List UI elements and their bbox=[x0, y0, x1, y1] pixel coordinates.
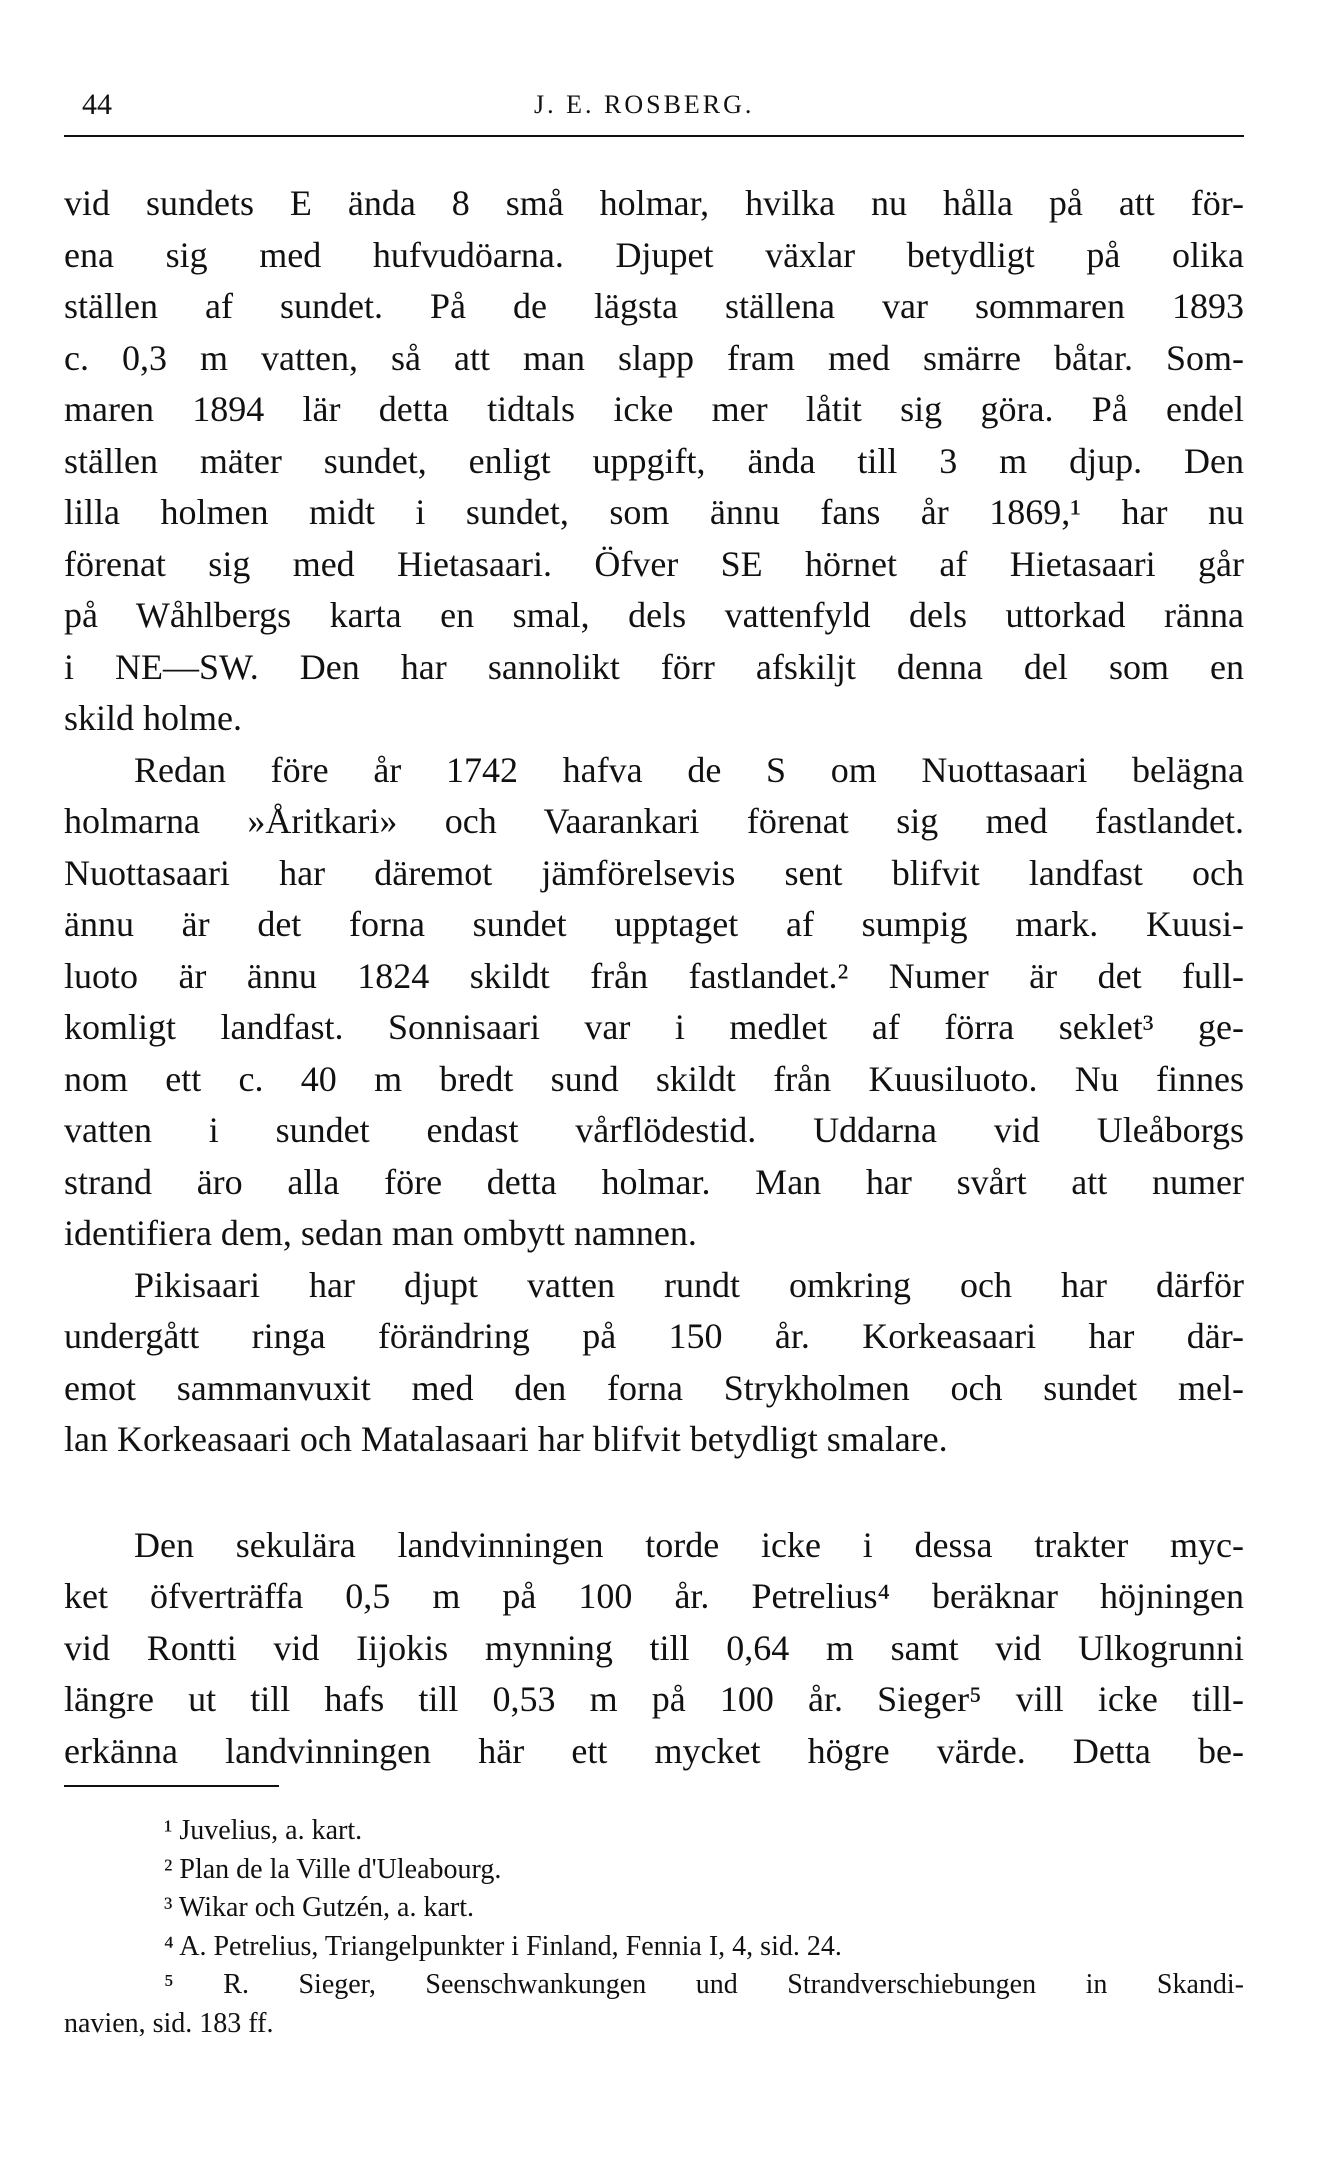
footnote: ⁴ A. Petrelius, Triangelpunkter i Finland, Fennia I, 4, sid. 24. bbox=[164, 1930, 842, 1962]
footnote: ¹ Juvelius, a. kart. bbox=[164, 1815, 363, 1846]
text-line: vid Rontti vid Iijokis mynning till 0,64 m samt vid Ulkogrunni bbox=[64, 1627, 1244, 1668]
text-line: skild holme. bbox=[64, 698, 242, 738]
text-line: holmarna »Åritkari» och Vaarankari förenat sig med fastlandet. bbox=[64, 801, 1244, 841]
text-line: ena sig med hufvudöarna. Djupet växlar betydligt på olika bbox=[64, 234, 1244, 275]
text-line: luoto är ännu 1824 skildt från fastlandet.² Numer är det full- bbox=[64, 955, 1244, 996]
footnote: ⁵ R. Sieger, Seenschwankungen und Strandverschiebungen in Skandi- bbox=[164, 1969, 1244, 2000]
text-line: maren 1894 lär detta tidtals icke mer låtit sig göra. På endel bbox=[64, 389, 1244, 429]
page-header bbox=[64, 80, 1244, 120]
body-text bbox=[64, 178, 1244, 1777]
text-line: Pikisaari har djupt vatten rundt omkring och har därför bbox=[134, 1264, 1244, 1305]
text-line: ket öfverträffa 0,5 m på 100 år. Petrelius⁴ beräknar höjningen bbox=[64, 1576, 1244, 1616]
text-line: identifiera dem, sedan man ombytt namnen. bbox=[64, 1213, 697, 1253]
text-line: Nuottasaari har däremot jämförelsevis sent blifvit landfast och bbox=[64, 852, 1244, 893]
text-line: längre ut till hafs till 0,53 m på 100 år. Sieger⁵ vill icke till- bbox=[64, 1679, 1244, 1719]
text-line: ännu är det forna sundet upptaget af sumpig mark. Kuusi- bbox=[64, 904, 1244, 944]
text-line: emot sammanvuxit med den forna Strykholmen och sundet mel- bbox=[64, 1367, 1244, 1408]
text-line: erkänna landvinningen här ett mycket högre värde. Detta be- bbox=[64, 1730, 1244, 1771]
paragraph-gap bbox=[64, 1466, 1244, 1520]
text-line: ställen mäter sundet, enligt uppgift, ända till 3 m djup. Den bbox=[64, 440, 1244, 481]
text-line: i NE—SW. Den har sannolikt förr afskiljt denna del som en bbox=[64, 646, 1244, 687]
text-line: lilla holmen midt i sundet, som ännu fans år 1869,¹ har nu bbox=[64, 492, 1244, 532]
footnote: ² Plan de la Ville d'Uleabourg. bbox=[164, 1853, 502, 1885]
text-line: nom ett c. 40 m bredt sund skildt från Kuusiluoto. Nu finnes bbox=[64, 1058, 1244, 1099]
footnote: ³ Wikar och Gutzén, a. kart. bbox=[164, 1892, 474, 1923]
text-line: strand äro alla före detta holmar. Man har svårt att numer bbox=[64, 1161, 1244, 1202]
text-line: förenat sig med Hietasaari. Öfver SE hörnet af Hietasaari går bbox=[64, 543, 1244, 584]
footnotes bbox=[64, 1812, 1244, 2043]
text-line: ställen af sundet. På de lägsta ställena var sommaren 1893 bbox=[64, 286, 1244, 326]
footnote: navien, sid. 183 ff. bbox=[64, 2007, 274, 2039]
text-line: undergått ringa förändring på 150 år. Korkeasaari har där- bbox=[64, 1316, 1244, 1356]
text-line: vatten i sundet endast vårflödestid. Uddarna vid Uleåborgs bbox=[64, 1110, 1244, 1150]
footnote-rule bbox=[64, 1785, 279, 1787]
text-line: c. 0,3 m vatten, så att man slapp fram med smärre båtar. Som- bbox=[64, 337, 1244, 378]
header-rule bbox=[64, 135, 1244, 137]
running-title: J. E. ROSBERG. bbox=[534, 90, 755, 119]
text-line: komligt landfast. Sonnisaari var i medlet af förra seklet³ ge- bbox=[64, 1007, 1244, 1047]
text-line: Den sekulära landvinningen torde icke i dessa trakter myc- bbox=[134, 1524, 1244, 1565]
text-line: lan Korkeasaari och Matalasaari har blifvit betydligt smalare. bbox=[64, 1419, 948, 1459]
text-line: vid sundets E ända 8 små holmar, hvilka nu hålla på att för- bbox=[64, 183, 1244, 223]
page-number: 44 bbox=[82, 88, 112, 121]
text-line: Redan före år 1742 hafva de S om Nuottasaari belägna bbox=[134, 749, 1244, 790]
text-line: på Wåhlbergs karta en smal, dels vattenfyld dels uttorkad ränna bbox=[64, 595, 1244, 635]
